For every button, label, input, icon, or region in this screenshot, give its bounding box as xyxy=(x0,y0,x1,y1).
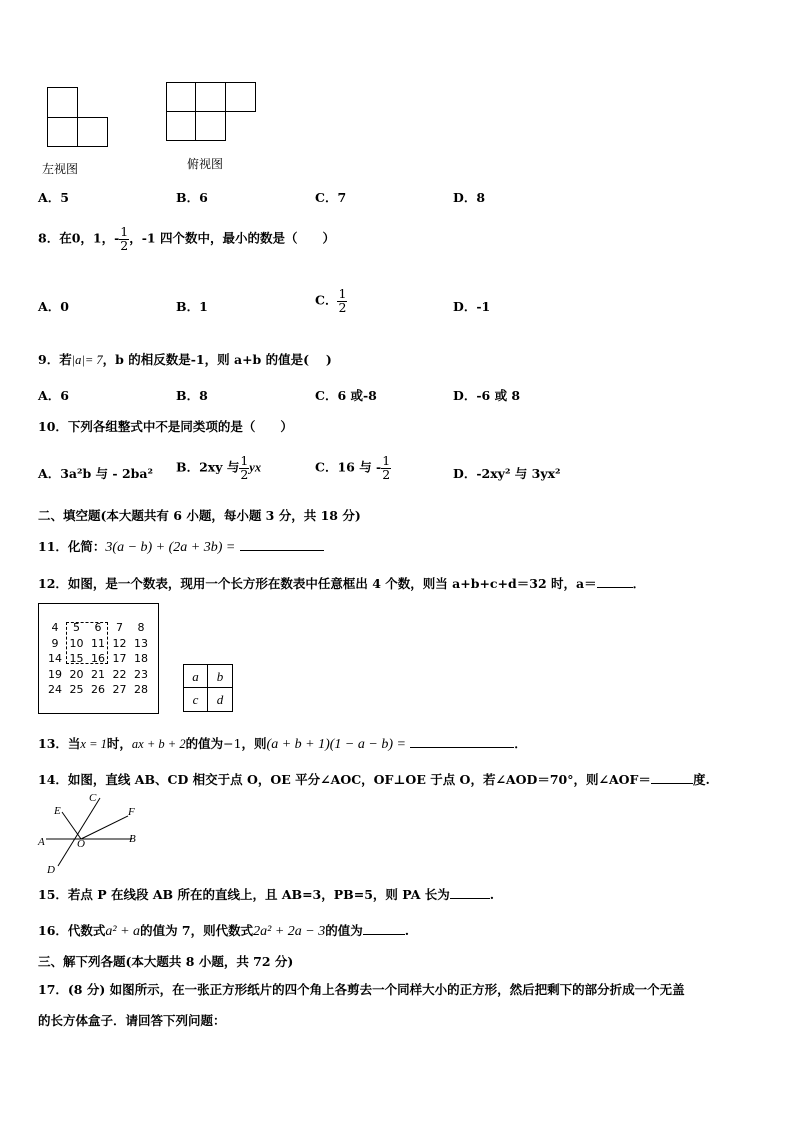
q14-answer-blank xyxy=(651,783,693,784)
number-cell: 20 xyxy=(69,667,84,681)
number-cell: 28 xyxy=(134,683,148,696)
question-17-line-1: 17．(8 分) 如图所示，在一张正方形纸片的四个角上各剪去一个同样大小的正方形，然后把剩下的部分折成一个无盖 xyxy=(38,982,685,997)
q9-option-a: A．6 xyxy=(38,388,69,403)
number-cell: 7 xyxy=(116,621,123,634)
label-b: B xyxy=(129,833,136,845)
cell-a: a xyxy=(184,665,208,688)
cell-c: c xyxy=(184,688,208,711)
number-cell: 4 xyxy=(51,621,59,634)
label-a: A xyxy=(38,836,45,848)
question-8: 8．在0，1，- $\frac{1}{2}$ ，-1 四个数中，最小的数是（ ） xyxy=(38,224,335,253)
number-cell: 21 xyxy=(91,667,105,681)
number-cell: 27 xyxy=(112,683,127,696)
q7-option-b: B．6 xyxy=(176,190,208,205)
q9-option-d: D．-6 或 8 xyxy=(453,388,521,403)
q12-answer-blank xyxy=(597,587,633,588)
q13-answer-blank xyxy=(410,747,514,748)
q7-option-c: C．7 xyxy=(315,190,347,205)
section-2-heading: 二、填空题(本大题共有 6 小题，每小题 3 分，共 18 分) xyxy=(38,508,361,523)
question-10: 10．下列各组整式中不是同类项的是（ ） xyxy=(38,419,293,434)
q11-answer-blank xyxy=(240,550,324,551)
q8-option-c: C． $\frac{1}{2}$ xyxy=(315,286,347,315)
q8-fraction: $\frac{1}{2}$ xyxy=(120,224,129,253)
label-f: F xyxy=(128,806,135,818)
cell-d: d xyxy=(216,692,224,707)
question-11: 11．化简：3(a − b) + (2a + 3b) = xyxy=(38,537,324,556)
q10-option-b: B．2xy 与 $\frac{1}{2}$ yx xyxy=(176,453,262,482)
question-15: 15．若点 P 在线段 AB 所在的直线上，且 AB=3，PB=5，则 PA 长为 . xyxy=(38,887,495,902)
q7-option-a: A．5 xyxy=(38,190,69,205)
q16-answer-blank xyxy=(363,934,405,935)
number-cell: 12 xyxy=(112,636,127,650)
q8-option-a: A．0 xyxy=(38,299,69,314)
number-cell: 10 xyxy=(69,636,84,650)
q10-option-a: A．3a²b 与 - 2ba² xyxy=(38,466,153,481)
question-16: 16．代数式a² + a的值为 7，则代数式2a² + 2a − 3的值为 . xyxy=(38,923,410,939)
left-view-caption: 左视图 xyxy=(42,162,79,176)
q8-option-b: B．1 xyxy=(176,299,208,314)
number-cell: 22 xyxy=(112,667,127,681)
label-o: O xyxy=(77,838,85,850)
question-17-line-2: 的长方体盒子．请回答下列问题： xyxy=(38,1013,226,1028)
question-12: 12．如图，是一个数表，现用一个长方形在数表中任意框出 4 个数，则当 a+b+c+d＝32 时，a＝ ． xyxy=(38,576,646,591)
number-cell: 9 xyxy=(51,636,59,650)
label-c: C xyxy=(89,792,97,804)
q7-option-d: D．8 xyxy=(453,190,486,205)
q9-option-c: C．6 或-8 xyxy=(315,388,377,403)
number-cell: 16 xyxy=(91,652,105,665)
number-cell: 25 xyxy=(69,683,84,696)
question-13: 13．当x = 1时，ax + b + 2的值为−1，则(a + b + 1)(1 − a − b) = ． xyxy=(38,736,527,752)
angle-figure xyxy=(36,788,146,878)
number-cell: 24 xyxy=(48,683,62,696)
cell-b: b xyxy=(208,665,232,688)
label-e: E xyxy=(54,805,61,817)
abcd-grid xyxy=(183,664,233,712)
question-9: 9．若|a|= 7，b 的相反数是-1，则 a+b 的值是( ) xyxy=(38,352,332,367)
number-cell: 17 xyxy=(112,652,127,665)
number-cell: 15 xyxy=(69,652,84,665)
number-cell: 23 xyxy=(134,667,148,681)
q15-answer-blank xyxy=(450,898,490,899)
number-cell: 26 xyxy=(91,683,105,696)
number-cell: 8 xyxy=(137,621,145,634)
question-14: 14．如图，直线 AB、CD 相交于点 O，OE 平分∠AOC，OF⊥OE 于点 O，若∠AOD＝70°，则∠AOF＝ 度. xyxy=(38,772,710,787)
q8-option-d: D．-1 xyxy=(453,299,491,314)
q9-option-b: B．8 xyxy=(176,388,208,403)
top-view-caption: 俯视图 xyxy=(187,157,224,171)
number-cell: 13 xyxy=(134,636,148,650)
number-cell: 5 xyxy=(73,621,80,634)
number-cell: 18 xyxy=(134,652,148,665)
number-cell: 19 xyxy=(48,667,62,681)
number-cell: 14 xyxy=(48,652,62,665)
q10-option-c: C．16 与 - $\frac{1}{2}$ xyxy=(315,453,391,482)
number-cell: 6 xyxy=(94,621,102,634)
q10-option-d: D．-2xy² 与 3yx² xyxy=(453,466,561,481)
label-d: D xyxy=(47,864,55,876)
section-3-heading: 三、解下列各题(本大题共 8 小题，共 72 分) xyxy=(38,954,294,969)
number-cell: 11 xyxy=(91,636,105,650)
